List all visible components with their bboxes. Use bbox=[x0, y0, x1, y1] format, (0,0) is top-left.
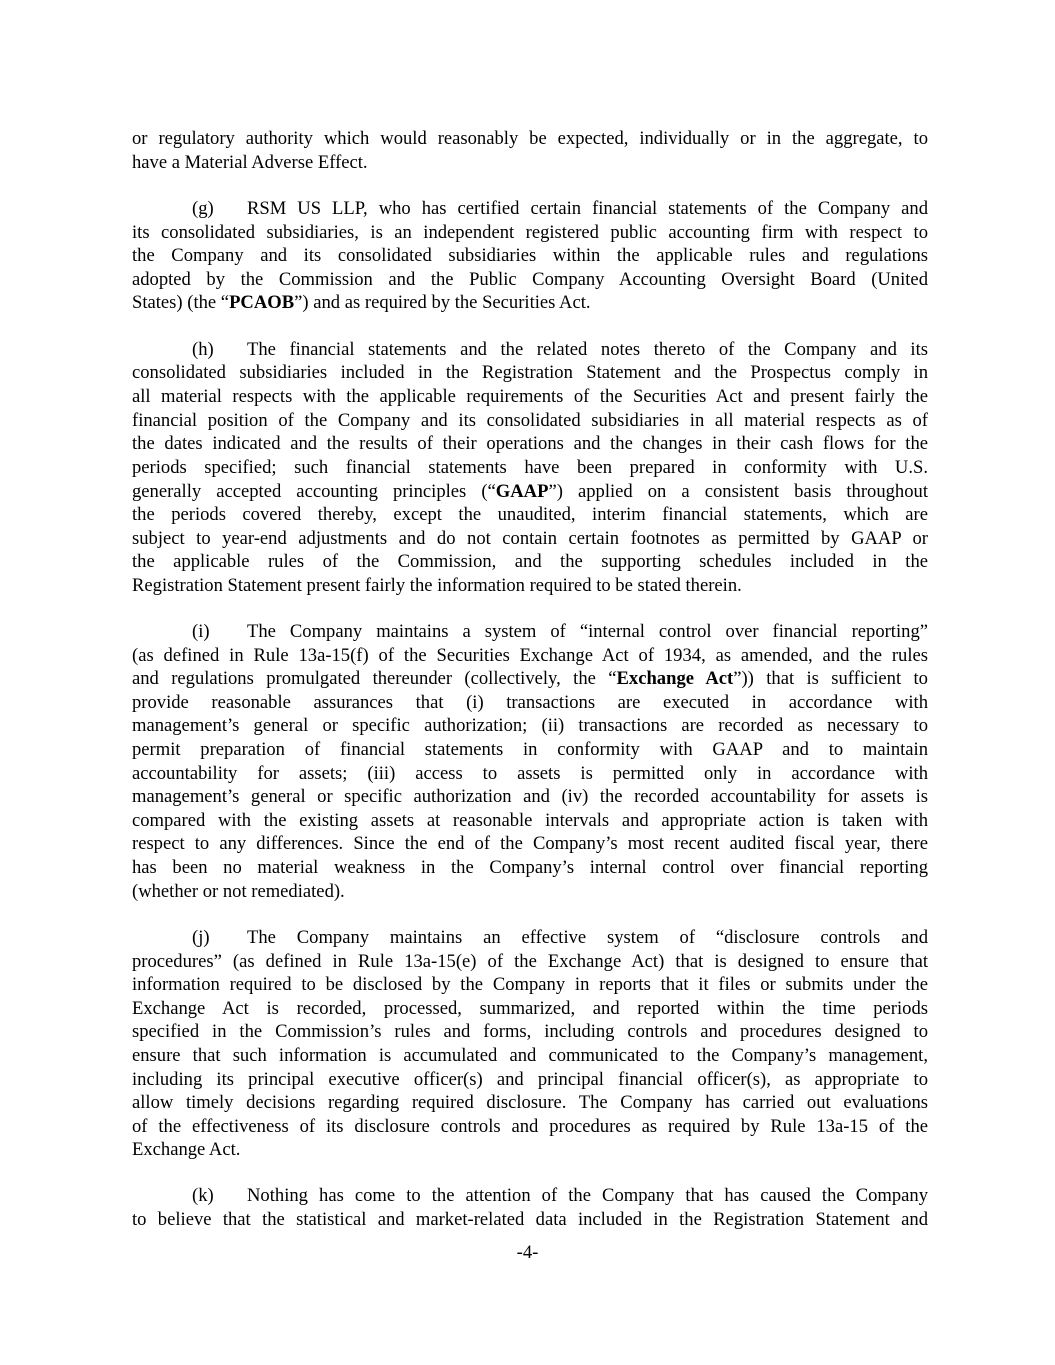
paragraph-line: subject to year-end adjustments and do not contain certain footnotes as permitted by GAAP or bbox=[132, 528, 928, 549]
paragraph-line: permit preparation of financial statements in conformity with GAAP and to maintain bbox=[132, 739, 928, 760]
paragraph-line: adopted by the Commission and the Public Company Accounting Oversight Board (United bbox=[132, 269, 928, 290]
clause-label-h: (h) bbox=[192, 339, 214, 360]
paragraph-line: financial position of the Company and its consolidated subsidiaries in all material respects as of bbox=[132, 410, 928, 431]
paragraph-g-first-line: (g) RSM US LLP, who has certified certain financial statements of the Company and bbox=[192, 198, 928, 219]
defined-term-pcaob: PCAOB bbox=[229, 292, 295, 313]
paragraph-line: to believe that the statistical and market-related data included in the Registration Statement and bbox=[132, 1209, 928, 1230]
paragraph-line: periods specified; such financial statements have been prepared in conformity with U.S. bbox=[132, 457, 928, 478]
clause-label-j: (j) bbox=[192, 927, 210, 948]
page-number: -4- bbox=[516, 1242, 539, 1263]
paragraph-line: has been no material weakness in the Company’s internal control over financial reporting bbox=[132, 857, 928, 878]
paragraph-line: the Company and its consolidated subsidiaries within the applicable rules and regulations bbox=[132, 245, 928, 266]
paragraph-line: or regulatory authority which would reasonably be expected, individually or in the aggregate, to bbox=[132, 128, 928, 149]
clause-label-g: (g) bbox=[192, 198, 214, 219]
paragraph-line: of the effectiveness of its disclosure controls and procedures as required by Rule 13a-15 of the bbox=[132, 1116, 928, 1137]
paragraph-line: including its principal executive officer(s) and principal financial officer(s), as appropriate to bbox=[132, 1069, 928, 1090]
paragraph-line: information required to be disclosed by the Company in reports that it files or submits under the bbox=[132, 974, 928, 995]
paragraph-line: the periods covered thereby, except the unaudited, interim financial statements, which are bbox=[132, 504, 928, 525]
paragraph-line: ensure that such information is accumulated and communicated to the Company’s management, bbox=[132, 1045, 928, 1066]
paragraph-line: (whether or not remediated). bbox=[132, 881, 345, 902]
paragraph-line: allow timely decisions regarding required disclosure. The Company has carried out evaluations bbox=[132, 1092, 928, 1113]
paragraph-line: States) (the “PCAOB”) and as required by the Securities Act. bbox=[132, 292, 591, 313]
paragraph-line: Exchange Act is recorded, processed, summarized, and reported within the time periods bbox=[132, 998, 928, 1019]
paragraph-line: accountability for assets; (iii) access to assets is permitted only in accordance with bbox=[132, 763, 928, 784]
paragraph-j-first-line: (j) The Company maintains an effective system of “disclosure controls and bbox=[192, 927, 928, 948]
paragraph-k-first-line: (k) Nothing has come to the attention of the Company that has caused the Company bbox=[192, 1185, 928, 1206]
paragraph-line: consolidated subsidiaries included in the Registration Statement and the Prospectus comply in bbox=[132, 362, 928, 383]
paragraph-line: management’s general or specific authorization; (ii) transactions are recorded as necessary to bbox=[132, 715, 928, 736]
clause-label-k: (k) bbox=[192, 1185, 214, 1206]
paragraph-line: Exchange Act. bbox=[132, 1139, 241, 1160]
paragraph-line: its consolidated subsidiaries, is an independent registered public accounting firm with respect to bbox=[132, 222, 928, 243]
defined-term-gaap: GAAP bbox=[495, 481, 549, 502]
paragraph-line: Registration Statement present fairly the information required to be stated therein. bbox=[132, 575, 742, 596]
paragraph-line: provide reasonable assurances that (i) transactions are executed in accordance with bbox=[132, 692, 928, 713]
paragraph-line: the applicable rules of the Commission, and the supporting schedules included in the bbox=[132, 551, 928, 572]
paragraph-line: management’s general or specific authorization and (iv) the recorded accountability for assets is bbox=[132, 786, 928, 807]
clause-label-i: (i) bbox=[192, 621, 210, 642]
paragraph-line: (as defined in Rule 13a-15(f) of the Securities Exchange Act of 1934, as amended, and the rules bbox=[132, 645, 928, 666]
paragraph-line: generally accepted accounting principles (“GAAP”) applied on a consistent basis throughout bbox=[132, 481, 928, 502]
paragraph-h-first-line: (h) The financial statements and the related notes thereto of the Company and its bbox=[192, 339, 928, 360]
paragraph-line: and regulations promulgated thereunder (collectively, the “Exchange Act”)) that is sufficient to bbox=[132, 668, 928, 689]
paragraph-line: specified in the Commission’s rules and forms, including controls and procedures designed to bbox=[132, 1021, 928, 1042]
paragraph-line: respect to any differences. Since the end of the Company’s most recent audited fiscal year, there bbox=[132, 833, 928, 854]
paragraph-line: have a Material Adverse Effect. bbox=[132, 152, 368, 173]
paragraph-line: compared with the existing assets at reasonable intervals and appropriate action is taken with bbox=[132, 810, 928, 831]
paragraph-line: all material respects with the applicable requirements of the Securities Act and present fairly the bbox=[132, 386, 928, 407]
paragraph-i-first-line: (i) The Company maintains a system of “internal control over financial reporting” bbox=[192, 621, 928, 642]
defined-term-exchange-act: Exchange Act bbox=[616, 668, 734, 689]
paragraph-line: procedures” (as defined in Rule 13a-15(e) of the Exchange Act) that is designed to ensure that bbox=[132, 951, 928, 972]
paragraph-line: the dates indicated and the results of their operations and the changes in their cash flows for the bbox=[132, 433, 928, 454]
